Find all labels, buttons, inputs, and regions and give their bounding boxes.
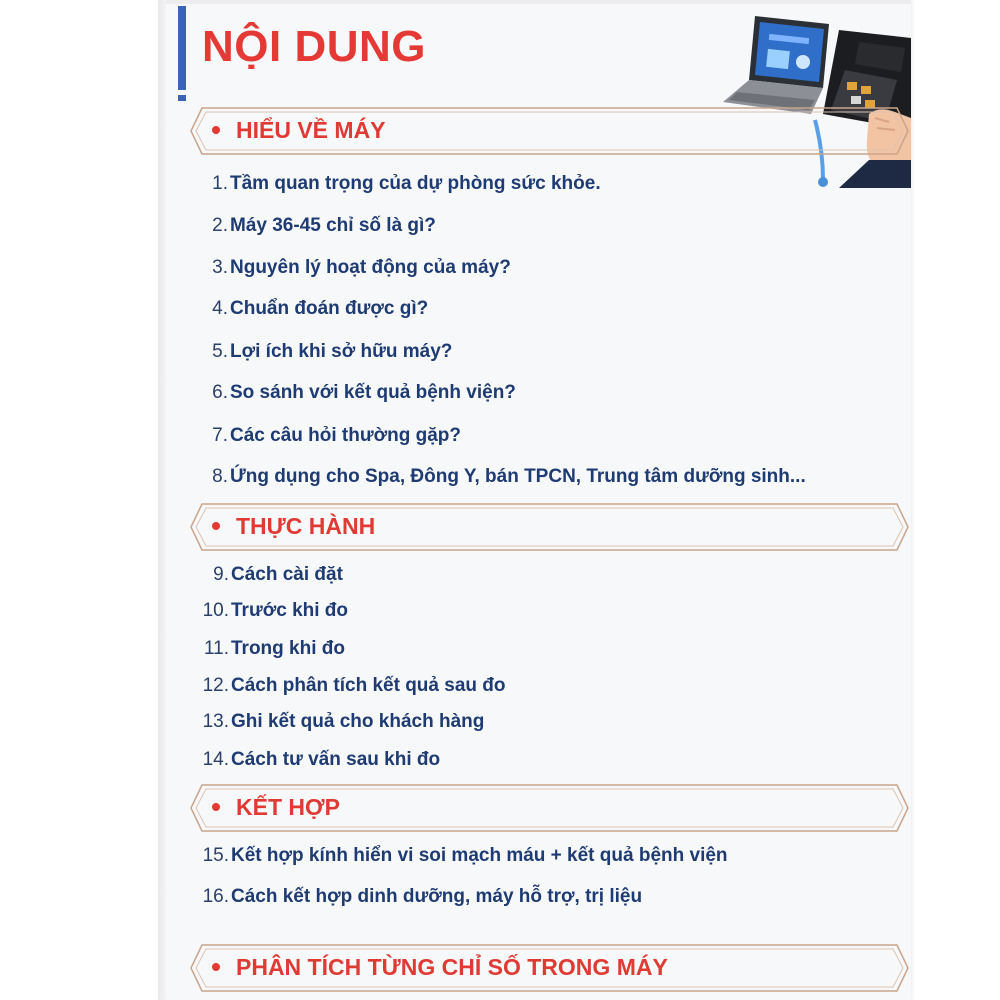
item-text: Trong khi đo xyxy=(231,638,345,659)
item-text: Chuẩn đoán được gì? xyxy=(230,298,429,319)
item-text: So sánh với kết quả bệnh viện? xyxy=(230,382,516,403)
item-text: Lợi ích khi sở hữu máy? xyxy=(230,341,453,362)
item-number: 11. xyxy=(203,638,229,659)
page-left-edge xyxy=(158,0,166,1000)
list-item xyxy=(206,466,806,488)
section-thuc-hanh xyxy=(190,503,909,551)
item-number: 13. xyxy=(202,711,229,732)
page-title: NỘI DUNG xyxy=(202,22,426,71)
accent-bar xyxy=(178,6,186,90)
accent-dot xyxy=(178,95,186,101)
section-title: KẾT HỢP xyxy=(236,794,340,820)
section-title: THỰC HÀNH xyxy=(236,513,376,539)
list-item xyxy=(206,341,452,363)
list-item xyxy=(206,173,601,195)
list-item xyxy=(200,886,642,908)
list-item xyxy=(206,382,516,404)
item-number: 9. xyxy=(213,564,229,585)
section-title: PHÂN TÍCH TỪNG CHỈ SỐ TRONG MÁY xyxy=(236,954,668,980)
item-number: 8. xyxy=(212,466,228,487)
document-page xyxy=(166,0,911,1000)
section-bullet xyxy=(212,126,220,134)
item-number: 4. xyxy=(212,298,228,319)
list-item xyxy=(206,564,343,586)
item-number: 16. xyxy=(202,886,229,907)
section-ket-hop xyxy=(190,784,909,832)
list-item xyxy=(200,749,440,771)
laptop-icon xyxy=(723,16,829,114)
item-text: Máy 36-45 chỉ số là gì? xyxy=(230,215,436,236)
section-phan-tich xyxy=(190,944,909,992)
list-item xyxy=(206,298,428,320)
item-number: 2. xyxy=(212,215,228,236)
item-text: Các câu hỏi thường gặp? xyxy=(230,425,461,446)
device-illustration xyxy=(719,10,911,188)
item-number: 5. xyxy=(212,341,228,362)
item-text: Tầm quan trọng của dự phòng sức khỏe. xyxy=(230,173,601,194)
item-text: Cách phân tích kết quả sau đo xyxy=(231,675,506,696)
section-bullet xyxy=(212,963,220,971)
item-number: 7. xyxy=(212,425,228,446)
list-item xyxy=(206,215,436,237)
section-bullet xyxy=(212,522,220,530)
item-text: Kết hợp kính hiển vi soi mạch máu + kết quả bệnh viện xyxy=(231,845,728,866)
list-item xyxy=(206,425,461,447)
list-item xyxy=(200,845,728,867)
item-text: Cách kết hợp dinh dưỡng, máy hỗ trợ, trị liệu xyxy=(231,886,643,907)
item-text: Nguyên lý hoạt động của máy? xyxy=(230,257,511,278)
section-title: HIỂU VỀ MÁY xyxy=(236,117,386,143)
item-number: 1. xyxy=(212,173,228,194)
item-text: Ứng dụng cho Spa, Đông Y, bán TPCN, Trung tâm dưỡng sinh... xyxy=(230,466,806,487)
item-text: Cách cài đặt xyxy=(231,564,343,585)
item-number: 6. xyxy=(212,382,228,403)
item-text: Trước khi đo xyxy=(231,600,349,621)
list-item xyxy=(200,600,348,622)
list-item xyxy=(200,675,506,697)
item-number: 3. xyxy=(212,257,228,278)
item-number: 12. xyxy=(202,675,229,696)
page-top-border xyxy=(166,0,911,4)
section-bullet xyxy=(212,803,220,811)
item-number: 15. xyxy=(202,845,229,866)
item-text: Ghi kết quả cho khách hàng xyxy=(231,711,485,732)
list-item xyxy=(206,257,511,279)
item-text: Cách tư vấn sau khi đo xyxy=(231,749,441,770)
item-number: 10. xyxy=(202,600,229,621)
section-hieu-ve-may xyxy=(190,107,909,155)
list-item xyxy=(200,711,484,733)
list-item xyxy=(200,638,345,660)
item-number: 14. xyxy=(202,749,229,770)
